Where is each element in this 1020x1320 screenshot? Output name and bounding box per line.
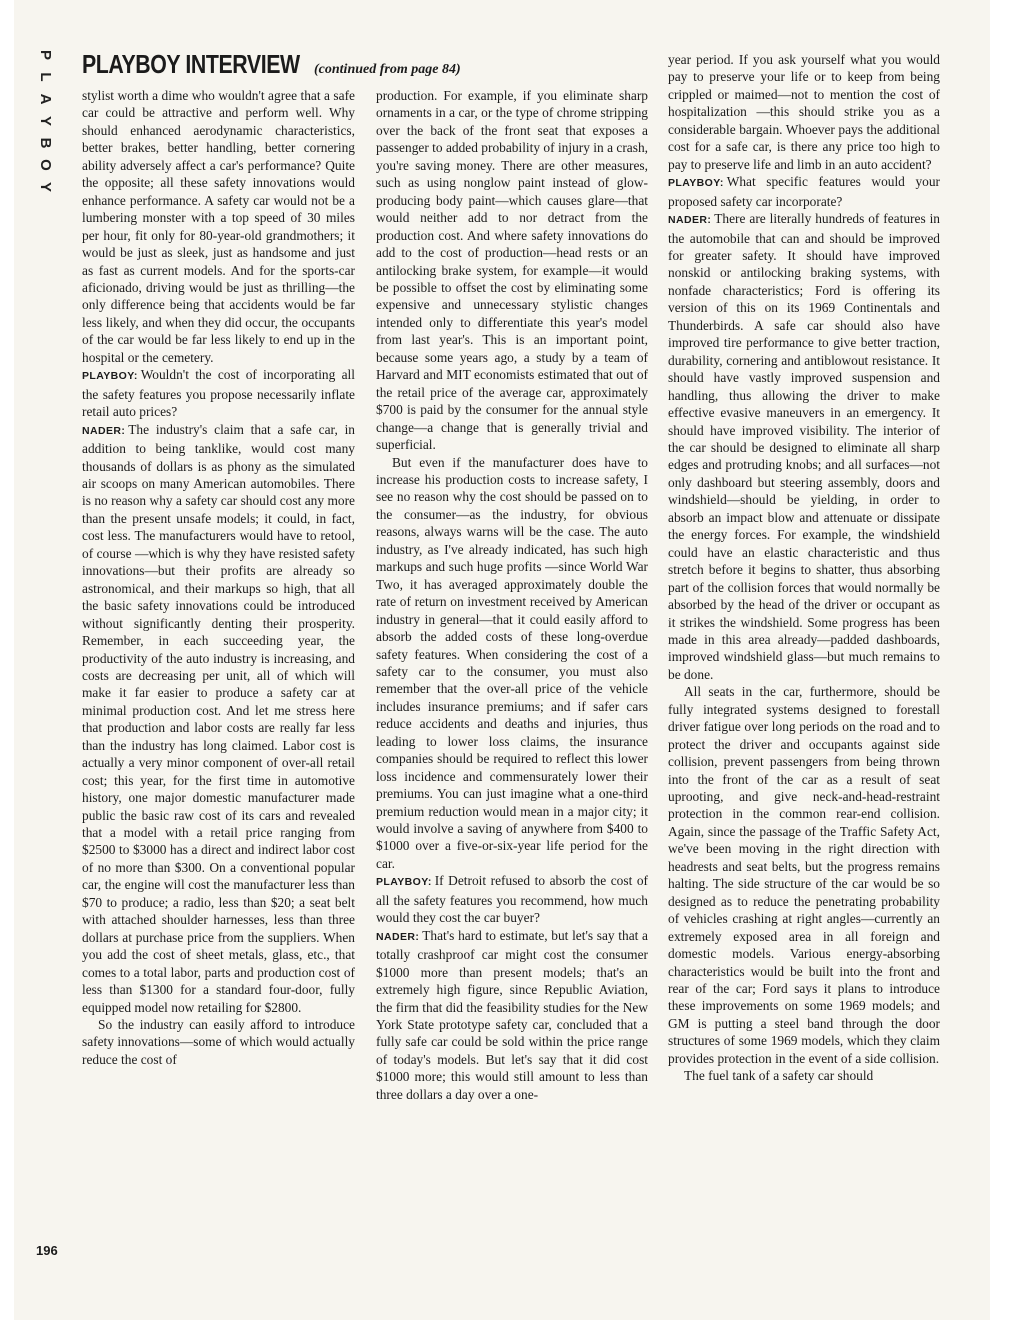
text-column-3 — [668, 51, 940, 1085]
paragraph-text: So the industry can easily afford to introduce safety innovations—some of which would actually reduce the cost of — [82, 1017, 355, 1067]
paragraph-text: The fuel tank of a safety car should — [684, 1068, 874, 1084]
page-number: 196 — [36, 1243, 58, 1258]
page-header — [82, 49, 461, 85]
speaker-label: NADER: — [82, 424, 126, 437]
vertical-letter: Y — [37, 115, 54, 126]
text-column-1 — [82, 87, 355, 1068]
paragraph — [668, 51, 940, 173]
paragraph — [668, 1067, 940, 1084]
vertical-letter: O — [37, 159, 54, 171]
paragraph-text: production. For example, if you eliminate sharp ornaments in a car, or the type of chrome stripping over the back of the front seat that exposes a passenger to added probability of injury in a crash, you're saving money. There are other measures, such as using nonglow paint instead of glow-producing body paint—which causes glare—that would neither add to nor detract from the production cost. And where safety innovations do add to the cost of production—head rests or an antilocking brake system, for example—it would be possible to offset the cost by eliminating some expensive and unnecessary stylistic changes intended only to differentiate this year's model from last year's. This is an important point, because some years ago, a study by a team of Harvard and MIT economists estimated that out of the retail price of the average car, approximately $700 is paid by the consumer for the annual style change—a change that is generally trivial and superficial. — [376, 88, 648, 453]
continued-note: (continued from page 84) — [314, 62, 461, 77]
speaker-label: NADER: — [668, 214, 712, 227]
paragraph — [82, 366, 355, 420]
vertical-letter: P — [37, 49, 54, 60]
paragraph — [668, 210, 940, 683]
paragraph — [82, 87, 355, 366]
paragraph-text: Wouldn't the cost of incorporating all the safety features you propose necessarily inflate retail auto prices? — [82, 367, 355, 420]
paragraph-text: What specific features would your proposed safety car incorporate? — [668, 174, 940, 209]
paragraph-text: There are literally hundreds of features in the automobile that can and should be improved for greater safety. It should have improved nonskid or antilocking braking systems, with nonfade characteristics; Ford is offering its version of this on its 1969 Continentals and Thunderbirds. A safe car should also have improved tire performance to give better traction, durability, cornering and antiblowout resistance. It should have vastly improved suspension and handling, thus allowing the driver to make effective evasive maneuvers in an emergency. It should have improved visibility. The interior of the car should be designed to eliminate all sharp edges and protruding knobs; and all surfaces—not only dashboard but steering assembly, doors and windshield—should be yielding, in order to absorb an impact blow and attenuate or dissipate the energy forces. For example, the windshield could have an elastic characteristic and thus stretch before it begins to shatter, thus absorbing part of the collision forces that would normally be absorbed by the head of the driver or occupant as it strikes the windshield. Some progress has been made in this area already—padded dashboards, improved windshield glass—but much remains to be done. — [668, 211, 940, 682]
paragraph-text: All seats in the car, furthermore, should be fully integrated systems designed to forestall driver fatigue over long periods on the road and to protect the driver and occupants against side collision, prevent passengers from being thrown into the front of the car as a result of seat uprooting, and give neck-and-head-restraint protection in the common rear-end collision. Again, since the passage of the Traffic Safety Act, we've been moving in the right direction with headrests and seat belts, but the progress remains halting. The side structure of the car would be so designed as to reduce the penetrating probability of vehicles crashing at right angles—currently an extremely exposed area in all foreign and domestic models. Various energy-absorbing characteristics would be built into the front and rear of the car; Ford says it plans to introduce these improvements on some 1969 models; and GM is putting a steel band through the door structures of some 1969 models, which they claim provides protection in the event of a side collision. — [668, 684, 940, 1066]
paragraph-text: The industry's claim that a safe car, in addition to being tanklike, would cost many thousands of dollars is as phony as the simulated air scoops on many American automobiles. There is no reason why a safety car should cost any more than the present unsafe models; it could, in fact, cost less. The manufacturers would have to retool, of course —which is why they have resisted safety innovations—but their profits are already so astronomical, and their markups so high, that all the basic safety innovations could be introduced without significantly denting their prosperity. Remember, in each succeeding year, the productivity of the auto industry is increasing, and costs are decreasing per unit, all of which will make it far easier to produce a safety car at minimal production cost. And let me stress here that production and labor costs are really far less than the industry has long claimed. Labor cost is actually a very minor component of over-all retail cost; this year, for the first time in automotive history, one major domestic manufacturer made public the basic raw cost of its cars and revealed that a model with a retail price ranging from $2500 to $3000 has a direct and indirect labor cost of no more than $300. On a conventional popular car, the engine will cost the manufacturer less than $70 to produce; a radio, less than $20; a seat belt with attached shoulder harnesses, less than three dollars at purchase price from the suppliers. When you add the cost of sheet metals, glass, etc., that comes to a total labor, parts and production cost of less than $1300 for a standard four-door, fully equipped model now retailing for $2800. — [82, 421, 355, 1015]
page-edge-right — [990, 0, 1020, 1320]
text-column-2 — [376, 87, 648, 1103]
speaker-label: PLAYBOY: — [668, 177, 724, 190]
paragraph-text: year period. If you ask yourself what you would pay to preserve your life or to keep from being crippled or maimed—not to mention the cost of hospitalization —this should strike you as a considerable bargain. Whoever pays the additional cost for a safe car, is there any price too high to pay to preserve life and limb in an auto accident? — [668, 52, 940, 172]
paragraph — [376, 87, 648, 454]
vertical-letter: L — [37, 72, 54, 82]
speaker-label: PLAYBOY: — [376, 876, 432, 889]
paragraph — [668, 683, 940, 1067]
vertical-letter: A — [37, 93, 54, 105]
paragraph-text: That's hard to estimate, but let's say that a totally crashproof car might cost the consumer $1000 more than present models; that's an extremely high figure, since Republic Aviation, the firm that did the feasibility studies for the New York State prototype safety car, concluded that a fully safe car could be sold within the price range of today's models. But let's say that it did cost $1000 more; this would still amount to less than three dollars a day over a one- — [376, 927, 648, 1102]
paragraph-text: But even if the manufacturer does have to increase his production costs to increase safety, I see no reason why the cost should be passed on to the consumer—as the industry, for obvious reasons, always warns will be the case. The auto industry, as I've already indicated, has such high markups and such huge profits —since World War Two, it has averaged approximately double the rate of return on investment received by American industry in general—that it could easily afford to absorb the added costs of these long-overdue safety features. When considering the cost of a safety car to the consumer, you must also remember that the over-all price of the vehicle includes insurance premiums; and if safer cars reduce accidents and deaths and injuries, thus leading to lower loss claims, the insurance companies should be required to reflect this lower loss incidence and commensurately lower their premiums. You can just imagine what a one-third premium reduction would mean in a major city; it would involve a saving of anywhere from $400 to $1000 over a five-or-six-year life period for the car. — [376, 454, 648, 871]
section-title: PLAYBOY INTERVIEW — [82, 49, 300, 79]
vertical-letter: B — [37, 137, 54, 149]
paragraph — [668, 173, 940, 210]
speaker-label: PLAYBOY: — [82, 370, 138, 383]
page-edge-left — [0, 0, 14, 1320]
vertical-magazine-name — [31, 44, 59, 198]
vertical-letter: Y — [37, 181, 54, 192]
paragraph — [82, 1016, 355, 1068]
paragraph-text: stylist worth a dime who wouldn't agree that a safe car could be attractive and perform well. Why should enhanced aerodynamic characteristics, better brakes, better handling, better cornering ability adversely affect a car's performance? Quite the opposite; all these safety innovations would enhance performance. A safety car would not be a lumbering monster with a top speed of 30 miles per hour, fit only for 80-year-old grandmothers; it would be just as sleek, just as handsome and just as fast as current models. And for the sports-car aficionado, driving would be just as thrilling—the only difference being that accidents would be far less likely, and when they did occur, the occupants of the car would be far less likely to end up in the hospital or the cemetery. — [82, 88, 355, 365]
paragraph — [376, 872, 648, 926]
speaker-label: NADER: — [376, 930, 420, 943]
paragraph — [376, 454, 648, 873]
paragraph — [82, 421, 355, 1016]
paragraph-text: If Detroit refused to absorb the cost of all the safety features you recommend, how much would they cost the car buyer? — [376, 873, 648, 926]
paragraph — [376, 927, 648, 1104]
